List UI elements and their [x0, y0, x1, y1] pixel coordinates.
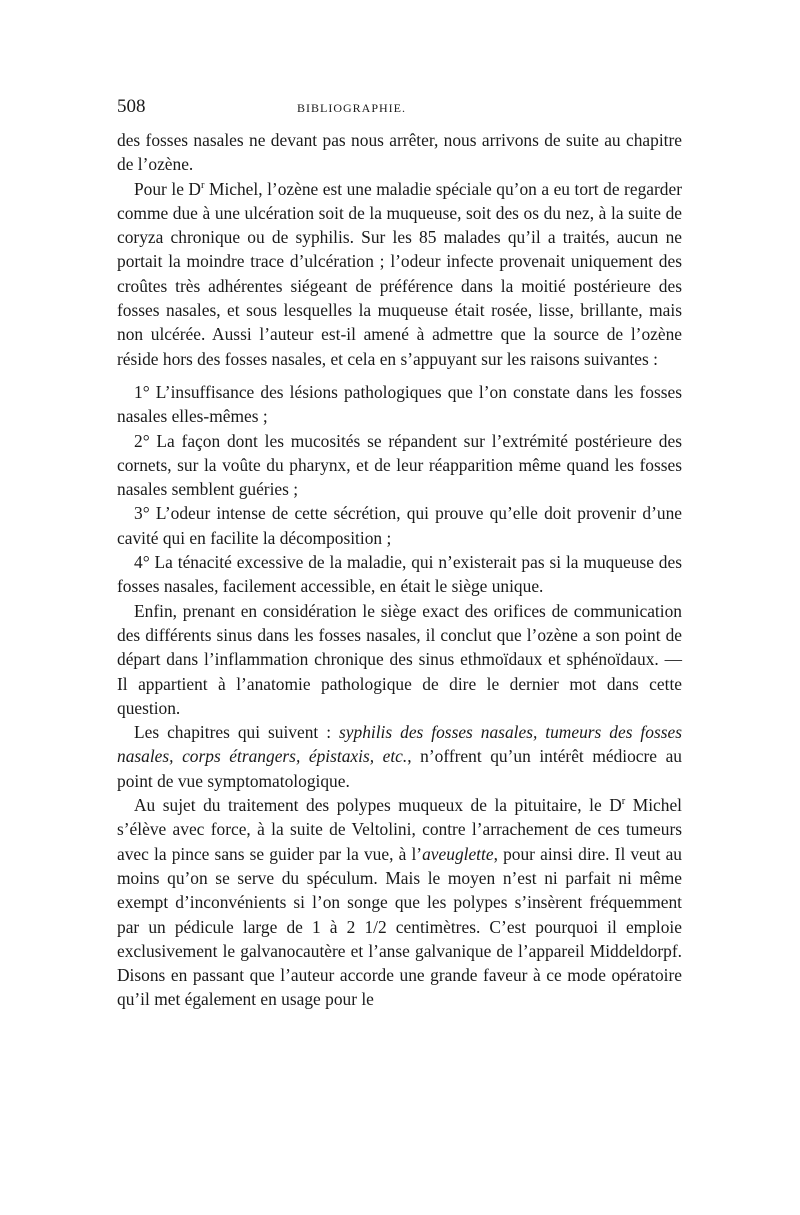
paragraph-4-end: , n’offrent qu’un intérêt médiocre au point de vue symptomatologique. — [117, 746, 682, 791]
paragraph-2-start: Pour le D — [134, 178, 201, 199]
paragraph-2-rest: Michel, l’ozène est une maladie spéciale qu’on a eu tort de regarder comme due à une ulcération soit de la muqueuse, soit des os du nez, à la suite de coryza chronique ou de syphilis. Sur les 85 malades qu’il a traités, aucun ne portait la moindre trace d’ulcération ; l’odeur infecte provenait uniquement des croûtes très adhérentes siégeant de préférence dans la moitié postérieure des fosses nasales, et sous lesquelles la muqueuse était rosée, lisse, brillante, mais non ulcérée. Aussi l’auteur est-il amené à admettre que la source de l’ozène réside hors des fosses nasales, et cela en s’appuyant sur les raisons suivantes : — [117, 178, 682, 369]
body-text — [117, 128, 682, 1012]
paragraph-2 — [117, 177, 682, 371]
paragraph-5 — [117, 793, 682, 1012]
doctor-abbrev-sup-2: r — [621, 796, 626, 808]
paragraph-5-mid: Michel s’élève avec force, à la suite de Veltolini, contre l’arrachement de ces tumeurs avec la pince sans se guider par la vue, à l’ — [117, 795, 682, 864]
paragraph-1: des fosses nasales ne devant pas nous arrêter, nous arrivons de suite au chapitre de l’ozène. — [117, 130, 682, 175]
paragraph-4-italic: syphilis des fosses nasales, tumeurs des fosses nasales, corps étrangers, épistaxis, etc. — [117, 722, 682, 767]
list-item-1: 1° L’insuffisance des lésions pathologiques que l’on constate dans les fosses nasales elles-mêmes ; — [117, 381, 682, 427]
doctor-abbrev-sup: r — [200, 179, 205, 191]
paragraph-4-start: Les chapitres qui suivent : — [134, 722, 340, 743]
running-title: BIBLIOGRAPHIE. — [297, 101, 406, 115]
list-item-2: 2° La façon dont les mucosités se répandent sur l’extrémité postérieure des cornets, sur la voûte du pharynx, et de leur réapparition même quand les fosses nasales semblent guéries ; — [117, 430, 682, 500]
list-item-3: 3° L’odeur intense de cette sécrétion, qui prouve qu’elle doit provenir d’une cavité qui en facilite la décomposition ; — [117, 503, 682, 548]
paragraph-5-start: Au sujet du traitement des polypes muqueux de la pituitaire, le D — [134, 795, 622, 816]
list-item-4: 4° La ténacité excessive de la maladie, qui n’existerait pas si la muqueuse des fosses nasales, facilement accessible, en était le siège unique. — [117, 552, 682, 597]
page-number: 508 — [117, 96, 146, 117]
paragraph-4 — [117, 720, 682, 793]
page-header — [117, 96, 682, 126]
paragraph-3: Enfin, prenant en considération le siège exact des orifices de communication des différents sinus dans les fosses nasales, il conclut que l’ozène a son point de départ dans l’inflammation chronique des sinus ethmoïdaux et sphénoïdaux. — Il appartient à l’anatomie pathologique de dire le dernier mot dans cette question. — [117, 600, 682, 718]
paragraph-5-italic: aveuglette — [422, 843, 494, 864]
paragraph-5-end: , pour ainsi dire. Il veut au moins qu’on se serve du spéculum. Mais le moyen n’est ni parfait ni même exempt d’inconvénients si l’on songe que les polypes s’insèrent fréquemment par un pédicule large de 1 à 2 1/2 centimètres. C’est pourquoi il emploie exclusivement le galvanocautère et l’anse galvanique de l’appareil Middeldorpf. Disons en passant que l’auteur accorde une grande faveur à ce mode opératoire qu’il met également en usage pour le — [117, 843, 682, 1010]
